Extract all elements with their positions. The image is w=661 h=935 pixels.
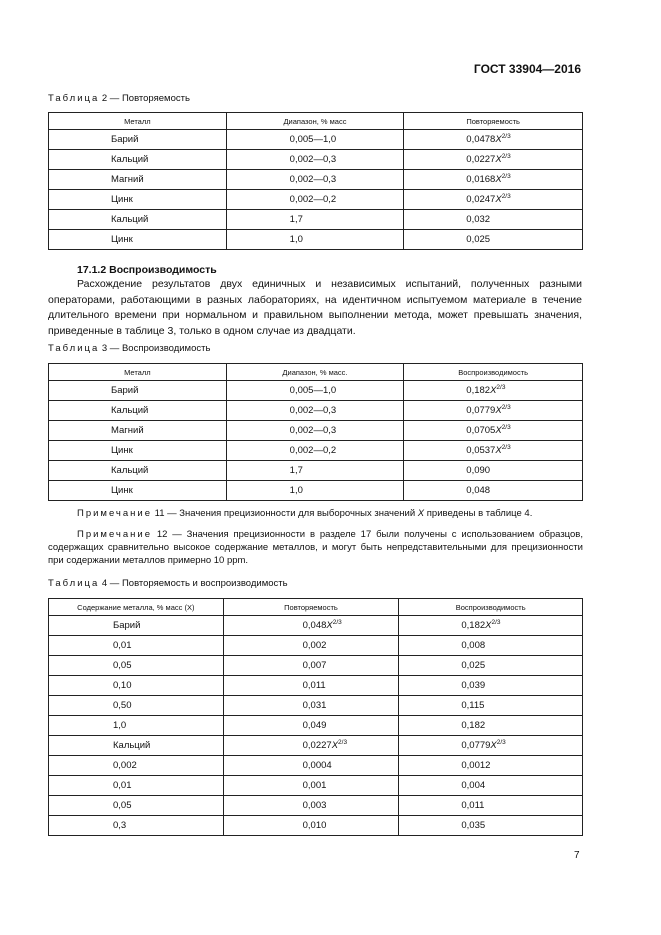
table-row bbox=[49, 616, 583, 636]
reproducibility-cell bbox=[399, 696, 583, 716]
section-heading: 17.1.2 Воспроизводимость bbox=[77, 264, 217, 276]
column-header: Повторяемость bbox=[223, 599, 399, 616]
table-row bbox=[49, 441, 583, 461]
value-var: X bbox=[495, 445, 502, 456]
repeatability-cell bbox=[223, 736, 399, 756]
value-number: 0,048 bbox=[302, 620, 327, 631]
value-number: 0,008 bbox=[461, 640, 486, 651]
value-number: 0,031 bbox=[302, 700, 327, 711]
value-number: 0,0227 bbox=[302, 740, 332, 751]
reproducibility-cell bbox=[399, 616, 583, 636]
note-text: 11 — Значения прецизионности для выборочных значений bbox=[152, 508, 418, 519]
repeatability-cell bbox=[223, 776, 399, 796]
reproducibility-cell bbox=[399, 676, 583, 696]
value-number: 0,007 bbox=[302, 660, 327, 671]
value-cell bbox=[404, 190, 583, 210]
range-cell: 0,002—0,3 bbox=[226, 170, 404, 190]
value-cell bbox=[404, 461, 583, 481]
table3-header-row bbox=[49, 364, 583, 381]
value-var: X bbox=[331, 740, 339, 751]
column-header: Повторяемость bbox=[404, 113, 583, 130]
metal-cell: Цинк bbox=[49, 441, 227, 461]
repeatability-cell bbox=[223, 616, 399, 636]
content-cell: 0,01 bbox=[49, 636, 224, 656]
table-row bbox=[49, 816, 583, 836]
note-text: 12 — Значения прецизионности в разделе 17 были получены с использованием образцов, содержащих сравнительно высокое содержание металлов, и могут быть непредставительными для прецизионности при содержании металлов примерно 10 ppm. bbox=[48, 529, 583, 566]
table-row bbox=[49, 736, 583, 756]
table4 bbox=[48, 598, 583, 836]
value-number: 0,182 bbox=[461, 620, 486, 631]
value-number: 0,0227 bbox=[466, 154, 496, 165]
value-number: 0,010 bbox=[302, 820, 327, 831]
metal-cell: Барий bbox=[49, 381, 227, 401]
value-var: X bbox=[495, 134, 502, 145]
column-header: Воспроизводимость bbox=[404, 364, 583, 381]
value-number: 0,011 bbox=[302, 680, 326, 691]
repeatability-cell bbox=[223, 656, 399, 676]
reproducibility-cell bbox=[399, 656, 583, 676]
section-paragraph: Расхождение результатов двух единичных и независимых испытаний, полученных разными операторами, работающими в разных лабораториях, на идентичном испытуемом материале в течение длительного времени при нормальном и правильном выполнении метода, может превышать значения, приведенные в таблице 3, только в одном случае из двадцати. bbox=[48, 278, 582, 337]
table-row bbox=[49, 656, 583, 676]
value-cell bbox=[404, 381, 583, 401]
value-cell bbox=[404, 230, 583, 250]
repeatability-cell bbox=[223, 636, 399, 656]
content-cell: 1,0 bbox=[49, 716, 224, 736]
value-exponent: 2/3 bbox=[501, 444, 511, 451]
column-header: Металл bbox=[49, 364, 227, 381]
column-header: Воспроизводимость bbox=[399, 599, 583, 616]
value-var: X bbox=[485, 620, 492, 631]
reproducibility-cell bbox=[399, 736, 583, 756]
content-cell: Барий bbox=[49, 616, 224, 636]
value-number: 0,049 bbox=[302, 720, 327, 731]
range-cell: 0,002—0,3 bbox=[226, 421, 404, 441]
range-cell: 0,002—0,3 bbox=[226, 401, 404, 421]
value-var: X bbox=[326, 620, 333, 631]
column-header: Диапазон, % масс bbox=[226, 113, 404, 130]
range-cell: 1,0 bbox=[226, 230, 404, 250]
value-number: 0,0247 bbox=[466, 194, 496, 205]
range-cell: 0,002—0,3 bbox=[226, 150, 404, 170]
table-row bbox=[49, 481, 583, 501]
value-exponent: 2/3 bbox=[501, 133, 511, 140]
column-header: Металл bbox=[49, 113, 227, 130]
repeatability-cell bbox=[223, 716, 399, 736]
value-cell bbox=[404, 170, 583, 190]
table-row bbox=[49, 401, 583, 421]
metal-cell: Кальций bbox=[49, 461, 227, 481]
table-row bbox=[49, 190, 583, 210]
table-row bbox=[49, 676, 583, 696]
value-exponent: 2/3 bbox=[501, 404, 511, 411]
value-var: X bbox=[495, 425, 502, 436]
reproducibility-cell bbox=[399, 776, 583, 796]
range-cell: 0,005—1,0 bbox=[226, 381, 404, 401]
content-cell: 0,50 bbox=[49, 696, 224, 716]
table-row bbox=[49, 421, 583, 441]
column-header: Диапазон, % масс. bbox=[226, 364, 404, 381]
value-number: 0,035 bbox=[461, 820, 486, 831]
value-exponent: 2/3 bbox=[491, 619, 501, 626]
table-row bbox=[49, 130, 583, 150]
value-number: 0,032 bbox=[466, 214, 491, 225]
table4-header-row bbox=[49, 599, 583, 616]
table3-caption bbox=[48, 343, 210, 354]
value-cell bbox=[404, 441, 583, 461]
metal-cell: Цинк bbox=[49, 190, 227, 210]
range-cell: 0,002—0,2 bbox=[226, 190, 404, 210]
value-var: X bbox=[490, 740, 497, 751]
table-row bbox=[49, 796, 583, 816]
value-number: 0,0168 bbox=[466, 174, 496, 185]
range-cell: 1,0 bbox=[226, 481, 404, 501]
value-number: 0,182 bbox=[466, 385, 491, 396]
page-number: 7 bbox=[574, 850, 580, 861]
table2-caption-word: Таблица bbox=[48, 93, 100, 104]
value-number: 0,182 bbox=[461, 720, 486, 731]
value-number: 0,039 bbox=[461, 680, 486, 691]
metal-cell: Кальций bbox=[49, 150, 227, 170]
value-exponent: 2/3 bbox=[501, 424, 511, 431]
value-number: 0,0705 bbox=[466, 425, 496, 436]
content-cell: 0,01 bbox=[49, 776, 224, 796]
value-exponent: 2/3 bbox=[496, 384, 506, 391]
table-row bbox=[49, 230, 583, 250]
content-cell: 0,10 bbox=[49, 676, 224, 696]
table-row bbox=[49, 170, 583, 190]
content-cell: Кальций bbox=[49, 736, 224, 756]
value-cell bbox=[404, 210, 583, 230]
content-cell: 0,3 bbox=[49, 816, 224, 836]
value-number: 0,004 bbox=[461, 780, 486, 791]
repeatability-cell bbox=[223, 796, 399, 816]
range-cell: 0,005—1,0 bbox=[226, 130, 404, 150]
note-label: Примечание bbox=[77, 529, 152, 540]
value-number: 0,011 bbox=[461, 800, 485, 811]
value-exponent: 2/3 bbox=[338, 739, 348, 746]
value-number: 0,0779 bbox=[461, 740, 491, 751]
repeatability-cell bbox=[223, 756, 399, 776]
metal-cell: Магний bbox=[49, 170, 227, 190]
value-exponent: 2/3 bbox=[501, 173, 511, 180]
table3-caption-title: 3 — Воспроизводимость bbox=[99, 343, 211, 354]
value-exponent: 2/3 bbox=[332, 619, 342, 626]
table-row bbox=[49, 716, 583, 736]
value-number: 0,0537 bbox=[466, 445, 496, 456]
reproducibility-cell bbox=[399, 756, 583, 776]
reproducibility-cell bbox=[399, 636, 583, 656]
value-number: 0,003 bbox=[302, 800, 327, 811]
metal-cell: Барий bbox=[49, 130, 227, 150]
value-cell bbox=[404, 481, 583, 501]
value-var: X bbox=[495, 174, 502, 185]
value-number: 0,025 bbox=[461, 660, 486, 671]
value-var: X bbox=[495, 194, 502, 205]
table-row bbox=[49, 776, 583, 796]
value-var: X bbox=[490, 385, 497, 396]
note-text: приведены в таблице 4. bbox=[424, 508, 533, 519]
value-number: 0,0478 bbox=[466, 134, 496, 145]
reproducibility-cell bbox=[399, 716, 583, 736]
repeatability-cell bbox=[223, 676, 399, 696]
value-number: 0,115 bbox=[461, 700, 485, 711]
document-header: ГОСТ 33904—2016 bbox=[473, 62, 581, 76]
note-11 bbox=[77, 507, 582, 520]
value-var: X bbox=[495, 405, 502, 416]
value-cell bbox=[404, 401, 583, 421]
value-exponent: 2/3 bbox=[501, 153, 511, 160]
table2-caption-title: 2 — Повторяемость bbox=[99, 93, 190, 104]
content-cell: 0,002 bbox=[49, 756, 224, 776]
value-cell bbox=[404, 130, 583, 150]
range-cell: 0,002—0,2 bbox=[226, 441, 404, 461]
repeatability-cell bbox=[223, 696, 399, 716]
metal-cell: Цинк bbox=[49, 230, 227, 250]
table4-caption bbox=[48, 578, 288, 589]
table-row bbox=[49, 150, 583, 170]
value-exponent: 2/3 bbox=[501, 193, 511, 200]
table-row bbox=[49, 210, 583, 230]
table-row bbox=[49, 696, 583, 716]
repeatability-cell bbox=[223, 816, 399, 836]
range-cell: 1,7 bbox=[226, 210, 404, 230]
value-exponent: 2/3 bbox=[496, 739, 506, 746]
table-row bbox=[49, 636, 583, 656]
table-row bbox=[49, 756, 583, 776]
range-cell: 1,7 bbox=[226, 461, 404, 481]
value-number: 0,0004 bbox=[302, 760, 332, 771]
note-var: X bbox=[417, 508, 425, 519]
content-cell: 0,05 bbox=[49, 796, 224, 816]
value-var: X bbox=[495, 154, 502, 165]
value-number: 0,0779 bbox=[466, 405, 496, 416]
column-header: Содержание металла, % масс (X) bbox=[49, 599, 224, 616]
metal-cell: Цинк bbox=[49, 481, 227, 501]
reproducibility-cell bbox=[399, 796, 583, 816]
value-cell bbox=[404, 150, 583, 170]
table2-caption bbox=[48, 93, 190, 104]
table2 bbox=[48, 112, 583, 250]
table4-caption-word: Таблица bbox=[48, 578, 100, 589]
content-cell: 0,05 bbox=[49, 656, 224, 676]
value-cell bbox=[404, 421, 583, 441]
value-number: 0,048 bbox=[466, 485, 491, 496]
metal-cell: Кальций bbox=[49, 401, 227, 421]
value-number: 0,090 bbox=[466, 465, 491, 476]
value-number: 0,002 bbox=[302, 640, 327, 651]
table4-caption-title: 4 — Повторяемость и воспроизводимость bbox=[99, 578, 288, 589]
table-row bbox=[49, 381, 583, 401]
table3 bbox=[48, 363, 583, 501]
value-number: 0,001 bbox=[302, 780, 327, 791]
value-number: 0,0012 bbox=[461, 760, 491, 771]
metal-cell: Магний bbox=[49, 421, 227, 441]
value-number: 0,025 bbox=[466, 234, 491, 245]
table2-header-row bbox=[49, 113, 583, 130]
table3-caption-word: Таблица bbox=[48, 343, 100, 354]
metal-cell: Кальций bbox=[49, 210, 227, 230]
table-row bbox=[49, 461, 583, 481]
note-12 bbox=[48, 528, 583, 567]
note-label: Примечание bbox=[77, 508, 152, 519]
reproducibility-cell bbox=[399, 816, 583, 836]
